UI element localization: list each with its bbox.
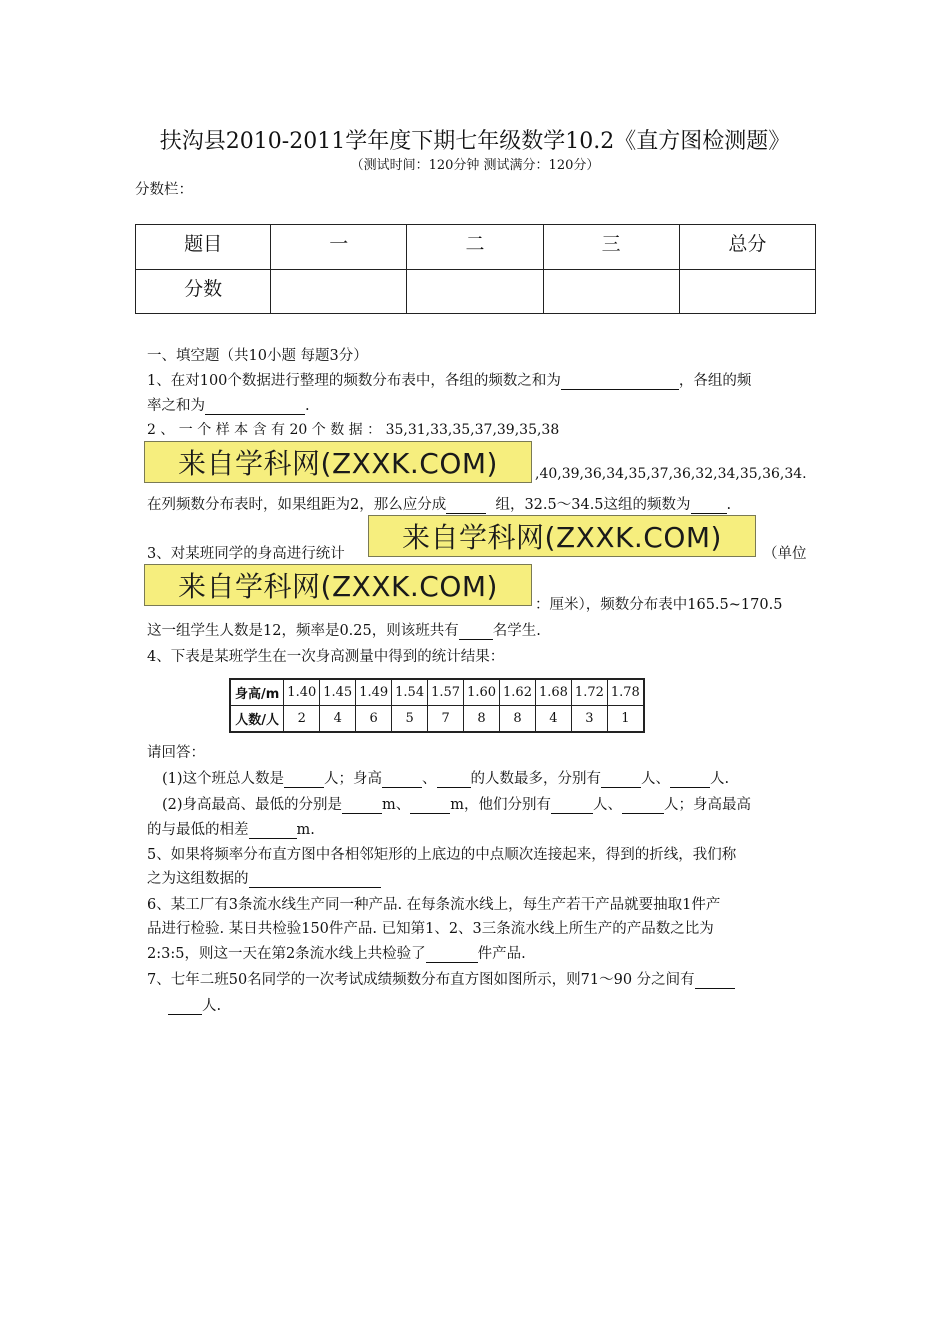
q2-text-e: .: [726, 497, 732, 513]
score-header-topic: 题目: [136, 225, 271, 270]
score-cell-1[interactable]: [271, 269, 407, 314]
count-cell: 1: [607, 706, 643, 733]
q4-1-blank-height-1[interactable]: [382, 771, 422, 788]
height-cell: 1.40: [284, 679, 320, 706]
q4-1-text-a: (1)这个班总人数是: [162, 771, 285, 787]
q4-2-blank-count-min[interactable]: [622, 797, 664, 814]
q2-blank-2[interactable]: [691, 497, 727, 514]
count-cell: 8: [500, 706, 536, 733]
q3-text-e: 名学生.: [492, 623, 541, 639]
score-cell-3[interactable]: [543, 269, 679, 314]
score-table-header-row: [136, 225, 816, 270]
question-7-line-2: [168, 994, 221, 1015]
count-cell: 4: [535, 706, 571, 733]
q2-blank-1[interactable]: [446, 497, 486, 514]
page-subtitle: （测试时间：120分钟 测试满分：120分）: [350, 158, 600, 173]
q7-text-a: 7、七年二班50名同学的一次考试成绩频数分布直方图如图所示，则71～90 分之间有: [147, 972, 695, 988]
question-4-part-1: [162, 767, 729, 788]
height-cell: 1.62: [500, 679, 536, 706]
count-cell: 4: [320, 706, 356, 733]
q4-2-blank-max[interactable]: [342, 797, 382, 814]
question-4-part-2-line-2: [147, 818, 315, 839]
q4-2-blank-diff[interactable]: [249, 822, 297, 839]
q4-1-blank-total[interactable]: [284, 771, 324, 788]
count-row-label: 人数/人: [230, 706, 284, 733]
q1-text-c: 率之和为: [147, 398, 205, 414]
score-row-label: 分数: [136, 269, 271, 314]
q7-blank-part-1[interactable]: [695, 972, 735, 989]
q5-blank[interactable]: [249, 871, 381, 888]
count-cell: 6: [356, 706, 392, 733]
question-1-line-2: [147, 394, 310, 415]
q7-blank-part-2[interactable]: [168, 998, 202, 1015]
question-3-unit: （单位: [763, 546, 807, 562]
question-7-line-1: [147, 968, 735, 989]
q4-2-text-f: 的与最低的相差: [147, 822, 249, 838]
q4-1-text-e: 人、: [641, 771, 671, 787]
answer-prompt: 请回答：: [147, 745, 205, 761]
score-header-3: 三: [543, 225, 679, 270]
q4-2-blank-count-max[interactable]: [551, 797, 593, 814]
height-cell: 1.45: [320, 679, 356, 706]
q4-2-text-a: (2)身高最高、最低的分别是: [162, 797, 343, 813]
height-cell: 1.78: [607, 679, 643, 706]
question-1-line-1: [147, 369, 751, 390]
score-header-1: 一: [271, 225, 407, 270]
q1-text-b: ，各组的频: [678, 373, 752, 389]
q6-text-d: 件产品.: [477, 946, 526, 962]
section-heading: 一、填空题（共10小题 每题3分）: [147, 348, 368, 364]
count-cell: 3: [571, 706, 607, 733]
height-cell: 1.49: [356, 679, 392, 706]
question-5-line-2: [147, 867, 381, 888]
q2-text-c: 在列频数分布表时，如果组距为2，那么应分成: [147, 497, 447, 513]
q5-text-b: 之为这组数据的: [147, 871, 249, 887]
q3-text-d: 这一组学生人数是12，频率是0.25，则该班共有: [147, 623, 459, 639]
height-row-label: 身高/m: [230, 679, 284, 706]
question-4-part-2: [162, 793, 751, 814]
q6-text-c: 2:3:5，则这一天在第2条流水线上共检验了: [147, 946, 426, 962]
q4-1-blank-count-1[interactable]: [601, 771, 641, 788]
q4-1-text-d: 的人数最多，分别有: [470, 771, 602, 787]
q4-2-text-c: m，他们分别有: [450, 797, 552, 813]
height-cell: 1.54: [392, 679, 428, 706]
question-3-line-1: 3、对某班同学的身高进行统计: [147, 546, 345, 562]
height-row: [230, 679, 644, 706]
score-cell-total[interactable]: [679, 269, 815, 314]
page-title: 扶沟县2010-2011学年度下期七年级数学10.2《直方图检测题》: [159, 129, 791, 154]
count-row: [230, 706, 644, 733]
q4-2-text-d: 人、: [593, 797, 623, 813]
q4-1-text-c: 、: [422, 771, 437, 787]
count-cell: 2: [284, 706, 320, 733]
question-2-line-2: ,40,39,36,34,35,37,36,32,34,35,36,34.: [535, 466, 807, 482]
count-cell: 7: [428, 706, 464, 733]
q4-2-text-e: 人；身高最高: [664, 797, 752, 813]
q4-1-text-b: 人；身高: [324, 771, 383, 787]
q1-blank-2[interactable]: [205, 398, 305, 415]
q6-blank[interactable]: [426, 946, 478, 963]
score-cell-2[interactable]: [407, 269, 543, 314]
height-cell: 1.57: [428, 679, 464, 706]
score-label: 分数栏：: [135, 182, 193, 198]
q4-1-text-f: 人.: [710, 771, 730, 787]
question-6-line-1: 6、某工厂有3条流水线生产同一种产品. 在每条流水线上，每生产若干产品就要抽取1件产: [147, 897, 721, 913]
question-6-line-2: 品进行检验. 某日共检验150件产品. 已知第1、2、3三条流水线上所生产的产品数之比为: [147, 921, 714, 937]
q1-blank-1[interactable]: [561, 373, 679, 390]
watermark-logo-2: 来自学科网(ZXXK.COM): [368, 515, 756, 557]
q7-text-b: 人.: [202, 998, 222, 1014]
q4-2-text-b: m、: [382, 797, 411, 813]
q3-blank[interactable]: [459, 623, 493, 640]
watermark-logo-3: 来自学科网(ZXXK.COM): [144, 564, 532, 606]
height-cell: 1.72: [571, 679, 607, 706]
watermark-logo-1: 来自学科网(ZXXK.COM): [144, 441, 532, 483]
question-5-line-1: 5、如果将频率分布直方图中各相邻矩形的上底边的中点顺次连接起来，得到的折线，我们称: [147, 847, 737, 863]
height-cell: 1.68: [535, 679, 571, 706]
q4-2-text-g: m.: [296, 822, 315, 838]
score-table-score-row: [136, 269, 816, 314]
height-cell: 1.60: [464, 679, 500, 706]
question-3-line-3: [147, 619, 541, 640]
score-table: [135, 224, 816, 314]
question-2-line-1: 2 、 一 个 样 本 含 有 20 个 数 据 ： 35,31,33,35,37,39,35,38: [147, 422, 560, 438]
score-header-2: 二: [407, 225, 543, 270]
count-cell: 5: [392, 706, 428, 733]
question-6-line-3: [147, 942, 526, 963]
score-header-total: 总分: [679, 225, 815, 270]
question-3-line-2: ：厘米），频数分布表中165.5~170.5: [535, 597, 783, 613]
q4-1-blank-count-2[interactable]: [670, 771, 710, 788]
q1-text-d: .: [305, 398, 310, 414]
question-2-line-3: [147, 493, 731, 514]
q1-text-a: 1、在对100个数据进行整理的频数分布表中，各组的频数之和为: [147, 373, 561, 389]
count-cell: 8: [464, 706, 500, 733]
q4-2-blank-min[interactable]: [410, 797, 450, 814]
height-table: [229, 678, 645, 733]
q2-text-d: 组，32.5～34.5这组的频数为: [495, 497, 691, 513]
q4-1-blank-height-2[interactable]: [437, 771, 471, 788]
question-4-text: 4、下表是某班学生在一次身高测量中得到的统计结果：: [147, 649, 505, 665]
